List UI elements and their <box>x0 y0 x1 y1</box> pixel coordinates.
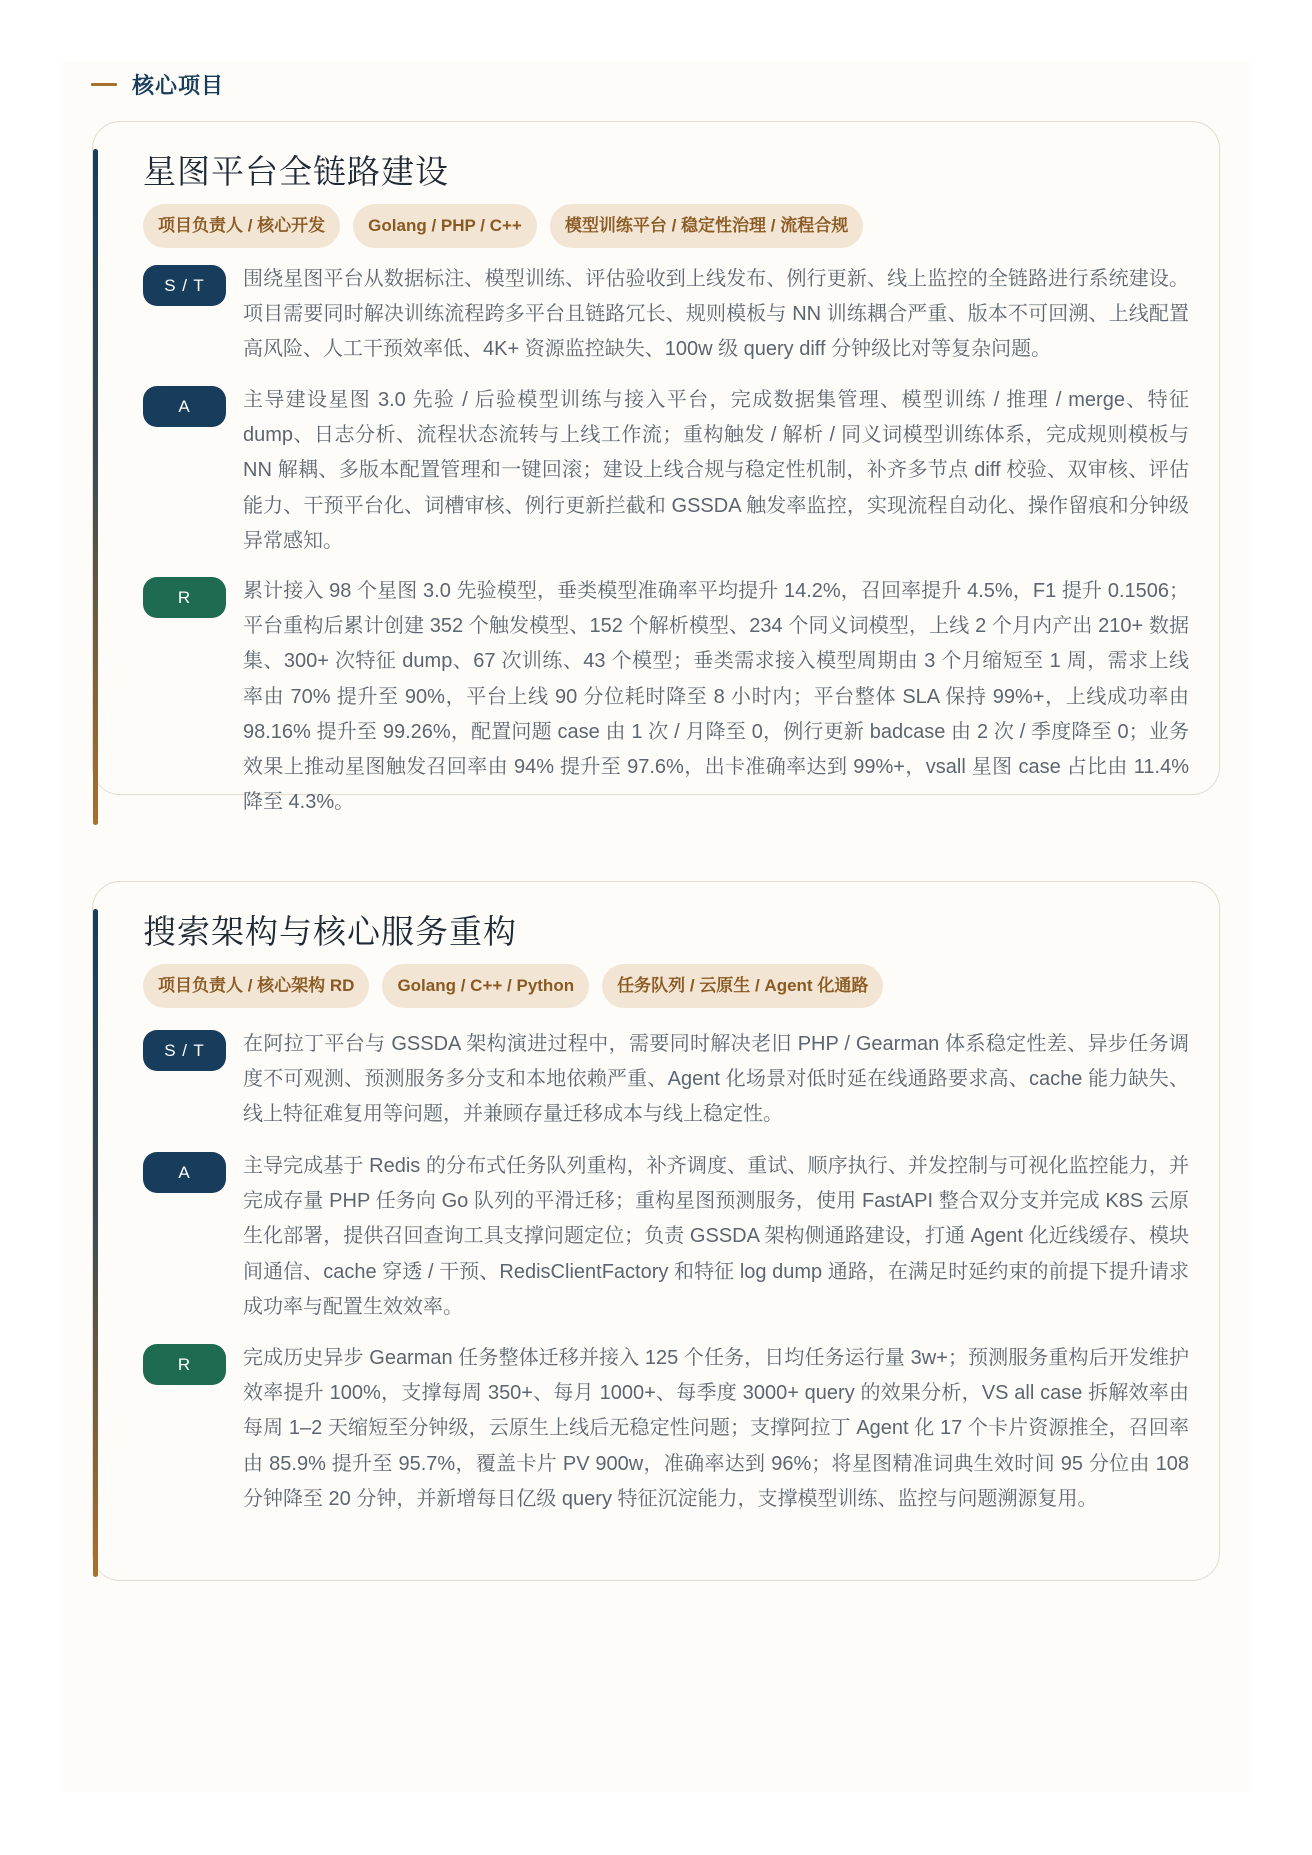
card-accent-bar <box>93 149 98 825</box>
star-section-result <box>143 1344 1189 1517</box>
star-section-action <box>143 1152 1189 1325</box>
tag-domain: 任务队列 / 云原生 / Agent 化通路 <box>602 964 883 1008</box>
star-text: 主导建设星图 3.0 先验 / 后验模型训练与接入平台，完成数据集管理、模型训练 / 推理 / merge、特征 dump、日志分析、流程状态流转与上线工作流；重构触发 / 解析 / 同义词模型训练体系，完成规则模板与 NN 解耦、多版本配置管理和一键回滚；建设上线合规与稳定性机制，补齐多节点 diff 校验、双审核、评估能力、干预平台化、词槽审核、例行更新拦截和 GSSDA 触发率监控，实现流程自动化、操作留痕和分钟级异常感知。 <box>243 389 1189 552</box>
star-text: 围绕星图平台从数据标注、模型训练、评估验收到上线发布、例行更新、线上监控的全链路进行系统建设。项目需要同时解决训练流程跨多平台且链路冗长、规则模板与 NN 训练耦合严重、版本不可回溯、上线配置高风险、人工干预效率低、4K+ 资源监控缺失、100w 级 query diff 分钟级比对等复杂问题。 <box>243 268 1189 361</box>
tag-tech-stack: Golang / PHP / C++ <box>353 204 537 248</box>
card-accent-bar <box>93 909 98 1577</box>
star-section-situation-task <box>143 265 1189 368</box>
star-section-action <box>143 386 1189 559</box>
section-dash-decoration <box>91 83 117 86</box>
badge-situation-task: S / T <box>143 265 226 306</box>
project-title: 搜索架构与核心服务重构 <box>143 912 517 951</box>
project-card <box>92 881 1220 1581</box>
badge-action: A <box>143 1152 226 1193</box>
tag-tech-stack: Golang / C++ / Python <box>382 964 589 1008</box>
tag-role: 项目负责人 / 核心架构 RD <box>143 964 369 1008</box>
star-section-situation-task <box>143 1030 1189 1133</box>
section-header <box>91 66 224 102</box>
star-text: 累计接入 98 个星图 3.0 先验模型，垂类模型准确率平均提升 14.2%，召回率提升 4.5%，F1 提升 0.1506；平台重构后累计创建 352 个触发模型、152 个解析模型、234 个同义词模型，上线 2 个月内产出 210+ 数据集、300+ 次特征 dump、67 次训练、43 个模型；垂类需求接入模型周期由 3 个月缩短至 1 周，需求上线率由 70% 提升至 90%，平台上线 90 分位耗时降至 8 小时内；平台整体 SLA 保持 99%+，上线成功率由 98.16% 提升至 99.26%，配置问题 case 由 1 次 / 月降至 0，例行更新 badcase 由 2 次 / 季度降至 0；业务效果上推动星图触发召回率由 94% 提升至 97.6%，出卡准确率达到 99%+，vsall 星图 case 占比由 11.4% 降至 4.3%。 <box>243 580 1189 814</box>
section-title: 核心项目 <box>132 72 225 98</box>
badge-result: R <box>143 577 226 618</box>
badge-action: A <box>143 386 226 427</box>
project-tags <box>143 964 883 1008</box>
badge-result: R <box>143 1344 226 1385</box>
star-text: 完成历史异步 Gearman 任务整体迁移并接入 125 个任务，日均任务运行量 3w+；预测服务重构后开发维护效率提升 100%，支撑每周 350+、每月 1000+、每季度 3000+ query 的效果分析，VS all case 拆解效率由每周 1–2 天缩短至分钟级，云原生上线后无稳定性问题；支撑阿拉丁 Agent 化 17 个卡片资源推全，召回率由 85.9% 提升至 95.7%，覆盖卡片 PV 900w，准确率达到 96%；将星图精准词典生效时间 95 分位由 108 分钟降至 20 分钟，并新增每日亿级 query 特征沉淀能力，支撑模型训练、监控与问题溯源复用。 <box>243 1347 1189 1510</box>
star-text: 主导完成基于 Redis 的分布式任务队列重构，补齐调度、重试、顺序执行、并发控制与可视化监控能力，并完成存量 PHP 任务向 Go 队列的平滑迁移；重构星图预测服务，使用 FastAPI 整合双分支并完成 K8S 云原生化部署，提供召回查询工具支撑问题定位；负责 GSSDA 架构侧通路建设，打通 Agent 化近线缓存、模块间通信、cache 穿透 / 干预、RedisClientFactory 和特征 log dump 通路，在满足时延约束的前提下提升请求成功率与配置生效效率。 <box>243 1155 1189 1318</box>
project-title: 星图平台全链路建设 <box>143 152 449 191</box>
star-section-result <box>143 577 1189 820</box>
resume-page <box>62 62 1250 1792</box>
tag-domain: 模型训练平台 / 稳定性治理 / 流程合规 <box>550 204 863 248</box>
star-text: 在阿拉丁平台与 GSSDA 架构演进过程中，需要同时解决老旧 PHP / Gearman 体系稳定性差、异步任务调度不可观测、预测服务多分支和本地依赖严重、Agent 化场景对低时延在线通路要求高、cache 能力缺失、线上特征难复用等问题，并兼顾存量迁移成本与线上稳定性。 <box>243 1033 1189 1126</box>
badge-situation-task: S / T <box>143 1030 226 1071</box>
project-tags <box>143 204 863 248</box>
tag-role: 项目负责人 / 核心开发 <box>143 204 340 248</box>
project-card <box>92 121 1220 814</box>
